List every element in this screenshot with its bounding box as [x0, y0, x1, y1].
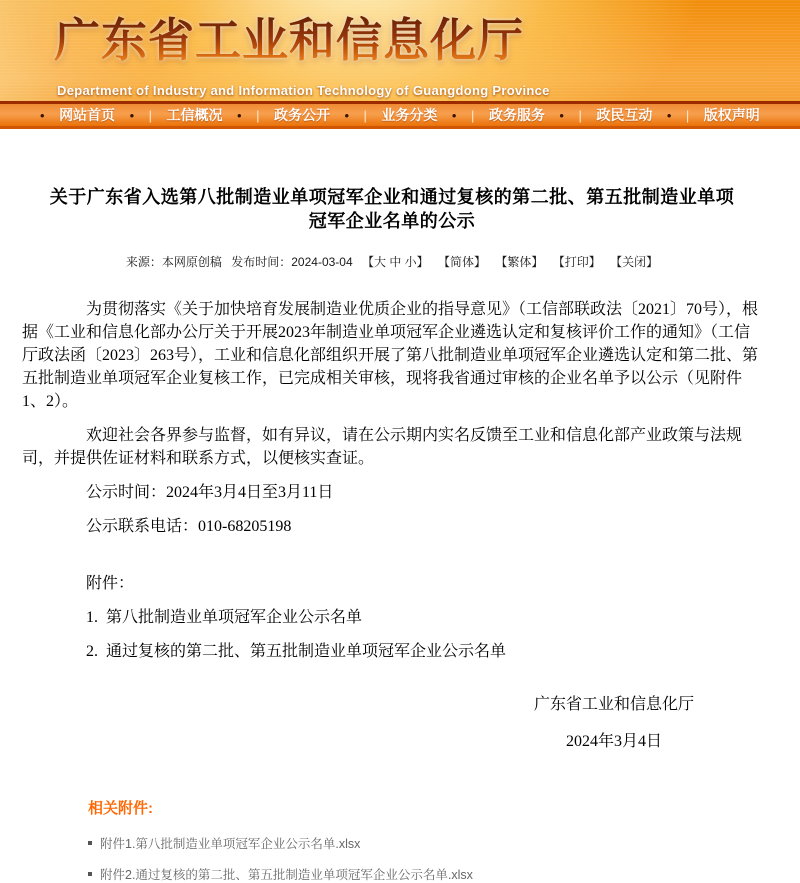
nav-bullet-icon: •: [129, 107, 135, 123]
nav-separator: |: [578, 107, 582, 123]
traditional-button[interactable]: 【繁体】: [495, 255, 544, 269]
nav-separator: |: [256, 107, 260, 123]
nav-bullet-icon: •: [559, 107, 564, 123]
nav-bullet-icon: •: [451, 107, 457, 123]
nav-item-copyright[interactable]: 版权声明: [703, 107, 760, 123]
site-subtitle: Department of Industry and Information Technology of Guangdong Province: [57, 83, 550, 98]
list-item: [88, 834, 762, 852]
attachment-link-2[interactable]: 附件2.通过复核的第二批、第五批制造业单项冠军企业公示名单.xlsx: [100, 868, 473, 882]
simplified-button[interactable]: 【简体】: [438, 255, 487, 269]
article-meta: [22, 253, 762, 270]
article-content: [0, 129, 800, 883]
nav-item-interaction[interactable]: 政民互动: [596, 107, 653, 123]
nav-bullet-icon: •: [40, 107, 45, 123]
nav-bullet-icon: •: [344, 107, 350, 123]
contact-phone: 公示联系电话：010-68205198: [86, 518, 292, 535]
nav-separator: |: [363, 107, 367, 123]
main-nav: [0, 101, 800, 129]
nav-separator: |: [470, 107, 475, 123]
related-attachments-heading: 相关附件:: [88, 800, 153, 817]
print-button[interactable]: 【打印】: [552, 255, 601, 269]
paragraph-1: 为贯彻落实《关于加快培育发展制造业优质企业的指导意见》（工信部联政法〔2021〕70号），根据《工业和信息化部办公厅关于开展2023年制造业单项冠军企业遴选认定和复核评价工作的通知》（工信厅政法函〔2023〕263号），工业和信息化部组织开展了第八批制造业单项冠军企业遴选认定和第二批、第五批制造业单项冠军企业复核工作，已完成相关审核，现将我省通过审核的企业名单予以公示（见附件1、2）。: [22, 301, 759, 410]
nav-bullet-icon: •: [666, 107, 672, 123]
nav-item-business[interactable]: 业务分类: [381, 107, 438, 123]
meta-source: 来源：本网原创稿: [125, 255, 222, 269]
nav-separator: |: [148, 107, 153, 123]
meta-publish-time: 发布时间：2024-03-04: [231, 255, 353, 269]
nav-bullet-icon: •: [237, 107, 242, 123]
list-item: [88, 865, 762, 883]
attachment-item-1: 1. 第八批制造业单项冠军企业公示名单: [86, 609, 363, 626]
public-period: 公示时间：2024年3月4日至3月11日: [86, 484, 334, 501]
signature-block: [534, 693, 694, 753]
nav-item-services[interactable]: 政务服务: [488, 107, 545, 123]
signature-org: 广东省工业和信息化厅: [533, 696, 694, 713]
close-button[interactable]: 【关闭】: [610, 255, 659, 269]
signature-date: 2024年3月4日: [565, 733, 662, 750]
nav-item-home[interactable]: 网站首页: [59, 107, 116, 123]
square-bullet-icon: [88, 841, 92, 845]
font-size-control[interactable]: 【大 中 小】: [361, 255, 429, 269]
site-banner: [0, 0, 800, 101]
square-bullet-icon: [88, 872, 92, 876]
nav-item-overview[interactable]: 工信概况: [166, 107, 223, 123]
paragraph-2: 欢迎社会各界参与监督，如有异议，请在公示期内实名反馈至工业和信息化部产业政策与法规司，并提供佐证材料和联系方式，以便核实查证。: [22, 427, 743, 467]
attachments-label: 附件：: [86, 575, 135, 592]
nav-separator: |: [685, 107, 690, 123]
attachment-link-1[interactable]: 附件1.第八批制造业单项冠军企业公示名单.xlsx: [100, 837, 361, 851]
nav-item-public-info[interactable]: 政务公开: [273, 107, 330, 123]
page-title: 关于广东省入选第八批制造业单项冠军企业和通过复核的第二批、第五批制造业单项冠军企业名单的公示: [49, 187, 735, 231]
article-body: [22, 298, 762, 753]
attachment-item-2: 2. 通过复核的第二批、第五批制造业单项冠军企业公示名单: [86, 643, 507, 660]
related-attachments-section: [22, 797, 762, 883]
site-title: 广东省工业和信息化厅: [54, 13, 524, 68]
